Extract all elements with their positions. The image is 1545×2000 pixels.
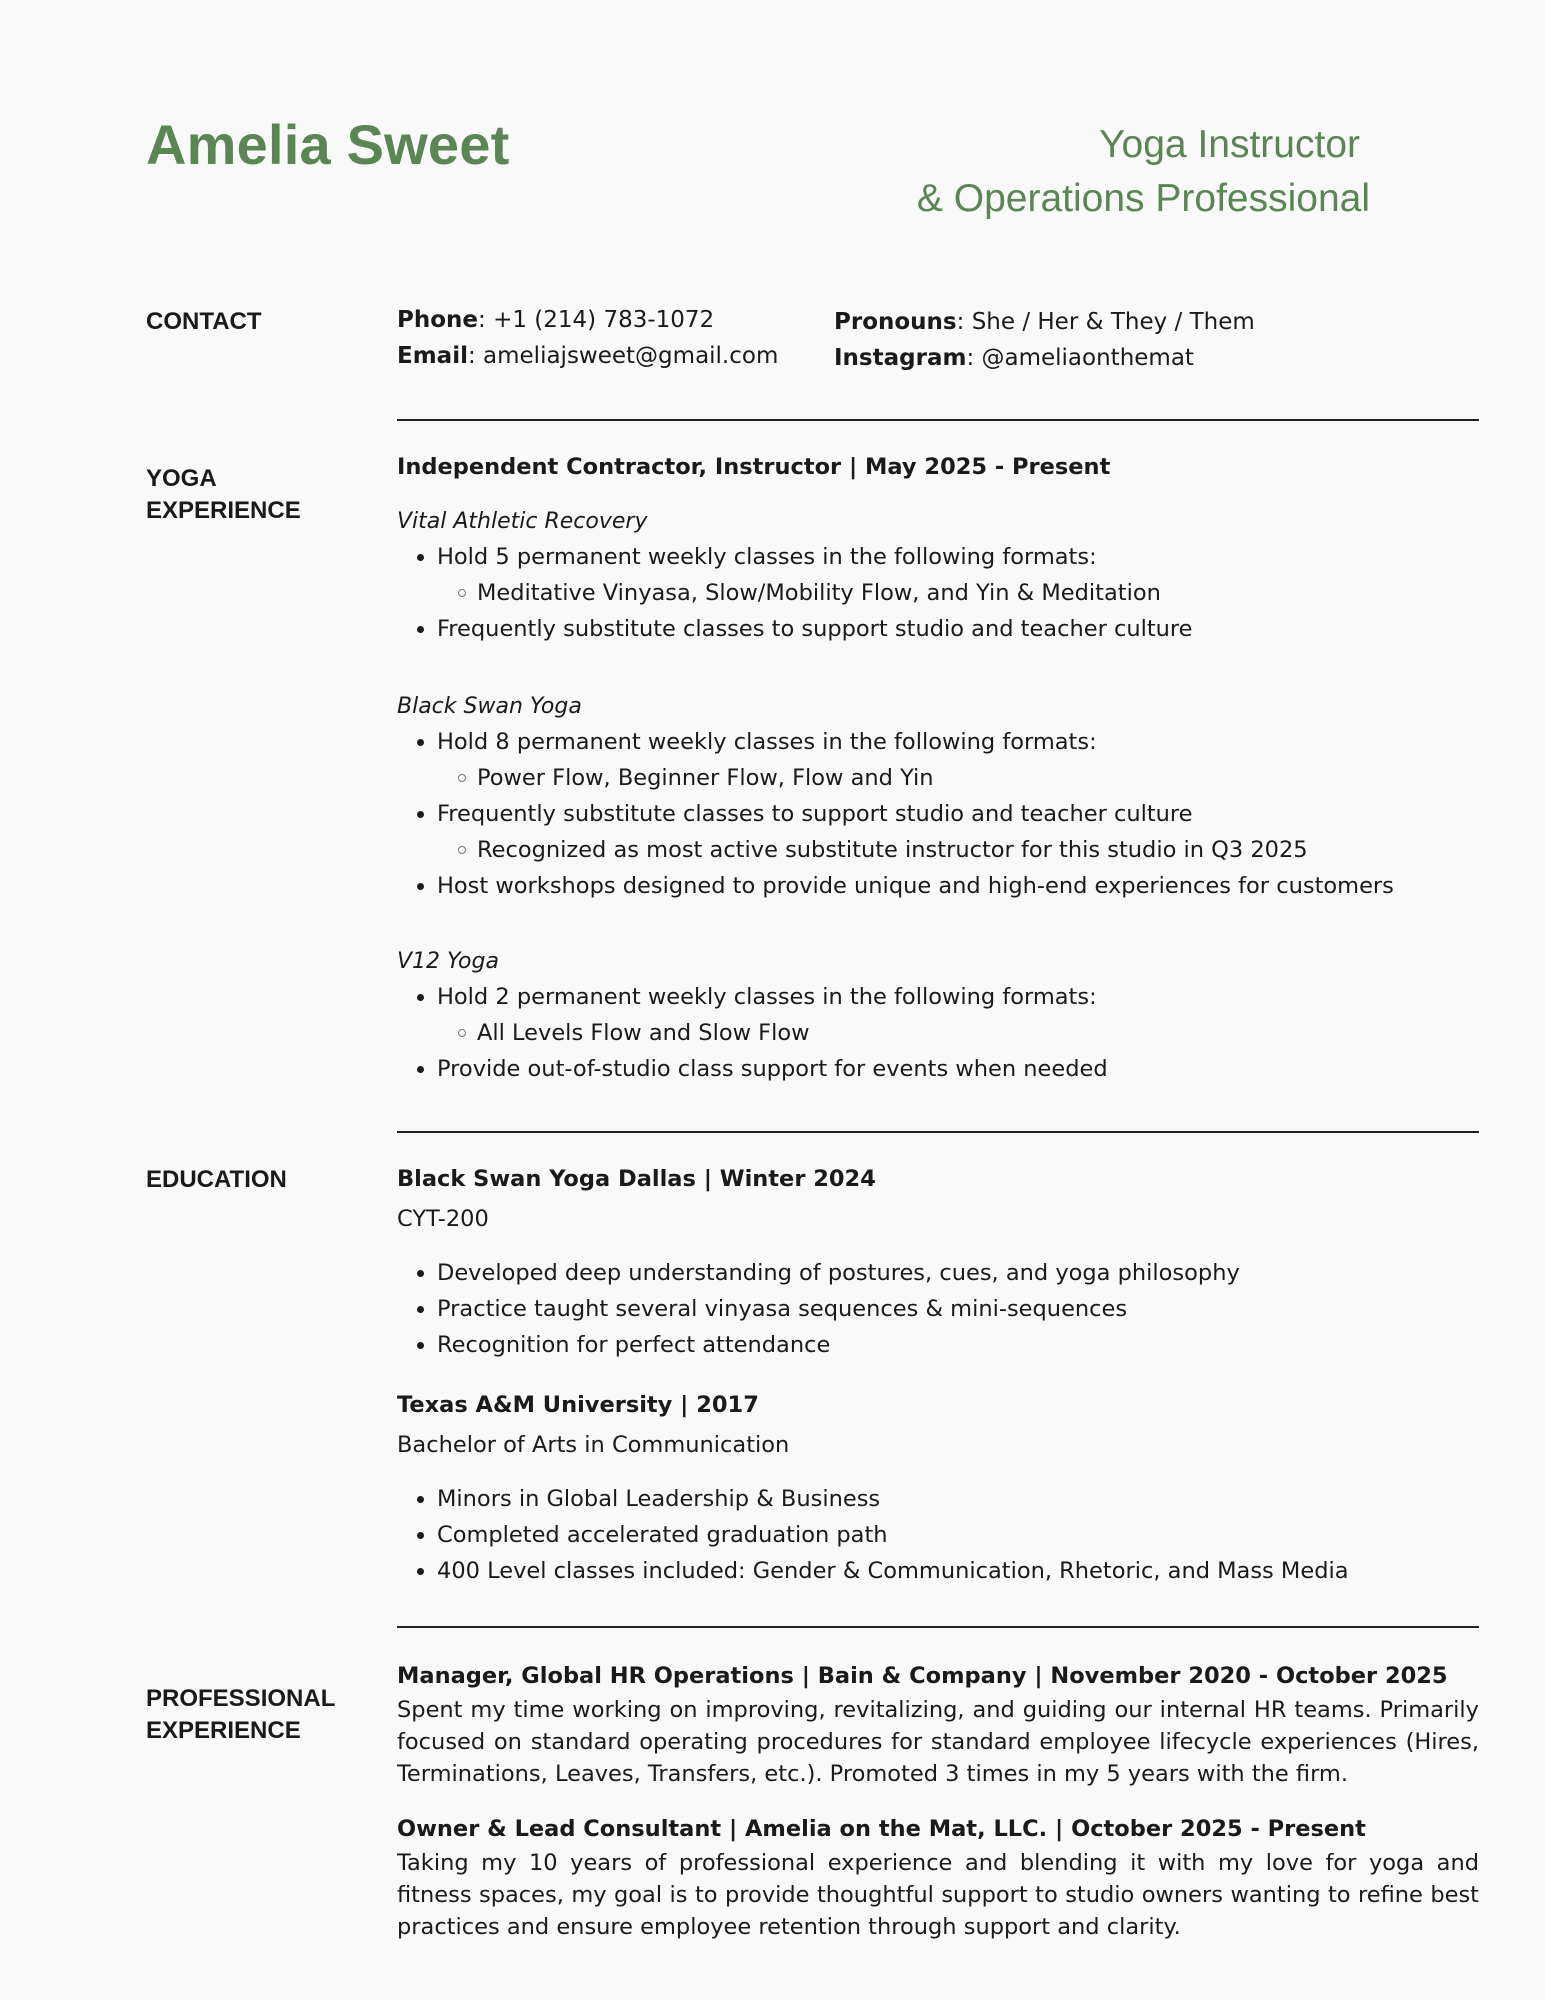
list-item: Hold 5 permanent weekly classes in the following formats: Meditative Vinyasa, Slow/Mobility Flow, and Yin & Meditation bbox=[397, 539, 1479, 611]
list-item: Host workshops designed to provide unique and high-end experiences for customers bbox=[397, 868, 1479, 904]
studio-name: V12 Yoga bbox=[397, 949, 499, 974]
yoga-role-heading: Independent Contractor, Instructor | May 2025 - Present bbox=[397, 454, 1111, 480]
school-heading: Texas A&M University | 2017 bbox=[397, 1392, 759, 1418]
section-divider bbox=[397, 419, 1479, 421]
list-item: Provide out-of-studio class support for events when needed bbox=[397, 1051, 1479, 1087]
phone-value[interactable]: +1 (214) 783-1072 bbox=[493, 307, 715, 333]
phone-row: Phone: +1 (214) 783-1072 bbox=[397, 307, 715, 333]
yoga-label-line-2: EXPERIENCE bbox=[146, 497, 301, 524]
studio-name: Black Swan Yoga bbox=[397, 694, 582, 719]
pronouns-row: Pronouns: She / Her & They / Them bbox=[834, 309, 1255, 335]
candidate-name: Amelia Sweet bbox=[146, 113, 510, 176]
education-section-label: EDUCATION bbox=[146, 1166, 287, 1193]
contact-col-left bbox=[397, 302, 778, 374]
job-entry bbox=[397, 1660, 1479, 1790]
list-item: Minors in Global Leadership & Business bbox=[397, 1481, 1479, 1517]
phone-label: Phone bbox=[397, 307, 479, 333]
credential: Bachelor of Arts in Communication bbox=[397, 1432, 790, 1458]
job-entry bbox=[397, 1813, 1479, 1943]
contact-col-right bbox=[834, 304, 1255, 376]
list-item: Developed deep understanding of postures, cues, and yoga philosophy bbox=[397, 1255, 1479, 1291]
email-label: Email bbox=[397, 343, 468, 369]
section-divider bbox=[397, 1131, 1479, 1133]
studio-block bbox=[397, 505, 1479, 647]
title-line-2: & Operations Professional bbox=[916, 177, 1370, 220]
list-item: Hold 8 permanent weekly classes in the following formats: Power Flow, Beginner Flow, Flow and Yin bbox=[397, 724, 1479, 796]
pronouns-label: Pronouns bbox=[834, 309, 957, 335]
list-item: Completed accelerated graduation path bbox=[397, 1517, 1479, 1553]
sub-list-item: Meditative Vinyasa, Slow/Mobility Flow, and Yin & Meditation bbox=[437, 575, 1479, 611]
sub-list-item: Recognized as most active substitute instructor for this studio in Q3 2025 bbox=[437, 832, 1479, 868]
professional-label-line-2: EXPERIENCE bbox=[146, 1717, 301, 1744]
yoga-label-line-1: YOGA bbox=[146, 465, 217, 492]
yoga-section bbox=[397, 451, 1479, 1091]
studio-name: Vital Athletic Recovery bbox=[397, 509, 648, 534]
studio-block bbox=[397, 690, 1479, 904]
sub-list-item: Power Flow, Beginner Flow, Flow and Yin bbox=[437, 760, 1479, 796]
professional-section-label bbox=[146, 1683, 335, 1747]
email-value[interactable]: ameliajsweet@gmail.com bbox=[483, 343, 779, 369]
list-item: 400 Level classes included: Gender & Communication, Rhetoric, and Mass Media bbox=[397, 1553, 1479, 1589]
education-entry bbox=[397, 1389, 1479, 1589]
studio-block bbox=[397, 945, 1479, 1087]
education-section bbox=[397, 1163, 1479, 1603]
instagram-value[interactable]: @ameliaonthemat bbox=[981, 345, 1194, 371]
list-item: Practice taught several vinyasa sequences & mini-sequences bbox=[397, 1291, 1479, 1327]
job-heading: Manager, Global HR Operations | Bain & Company | November 2020 - October 2025 bbox=[397, 1663, 1448, 1689]
list-item: Recognition for perfect attendance bbox=[397, 1327, 1479, 1363]
instagram-label: Instagram bbox=[834, 345, 967, 371]
school-heading: Black Swan Yoga Dallas | Winter 2024 bbox=[397, 1166, 876, 1192]
job-description: Taking my 10 years of professional experience and blending it with my love for yoga and fitness spaces, my goal is to provide thoughtful support to studio owners wanting to refine best practices and ensure employee retention through support and clarity. bbox=[397, 1850, 1479, 1940]
job-description: Spent my time working on improving, revitalizing, and guiding our internal HR teams. Primarily focused on standard operating procedures for standard employee lifecycle experiences (Hires, Terminations, Leaves, Transfers, etc.). Promoted 3 times in my 5 years with the firm. bbox=[397, 1697, 1479, 1787]
credential: CYT-200 bbox=[397, 1206, 489, 1232]
yoga-section-label bbox=[146, 463, 301, 527]
professional-section bbox=[397, 1660, 1479, 1960]
list-item: Frequently substitute classes to support studio and teacher culture Recognized as most active substitute instructor for this studio in Q3 2025 bbox=[397, 796, 1479, 868]
education-entry bbox=[397, 1163, 1479, 1363]
list-item: Hold 2 permanent weekly classes in the following formats: All Levels Flow and Slow Flow bbox=[397, 979, 1479, 1051]
email-row: Email: ameliajsweet@gmail.com bbox=[397, 343, 779, 369]
sub-list-item: All Levels Flow and Slow Flow bbox=[437, 1015, 1479, 1051]
contact-section bbox=[397, 302, 1479, 382]
list-item: Frequently substitute classes to support studio and teacher culture bbox=[397, 611, 1479, 647]
title-line-1: Yoga Instructor bbox=[1099, 123, 1360, 166]
pronouns-value: She / Her & They / Them bbox=[971, 309, 1255, 335]
section-divider bbox=[397, 1626, 1479, 1628]
professional-label-line-1: PROFESSIONAL bbox=[146, 1685, 336, 1712]
contact-section-label: CONTACT bbox=[146, 308, 262, 335]
instagram-row: Instagram: @ameliaonthemat bbox=[834, 345, 1194, 371]
professional-title bbox=[917, 118, 1370, 226]
job-heading: Owner & Lead Consultant | Amelia on the Mat, LLC. | October 2025 - Present bbox=[397, 1816, 1366, 1842]
